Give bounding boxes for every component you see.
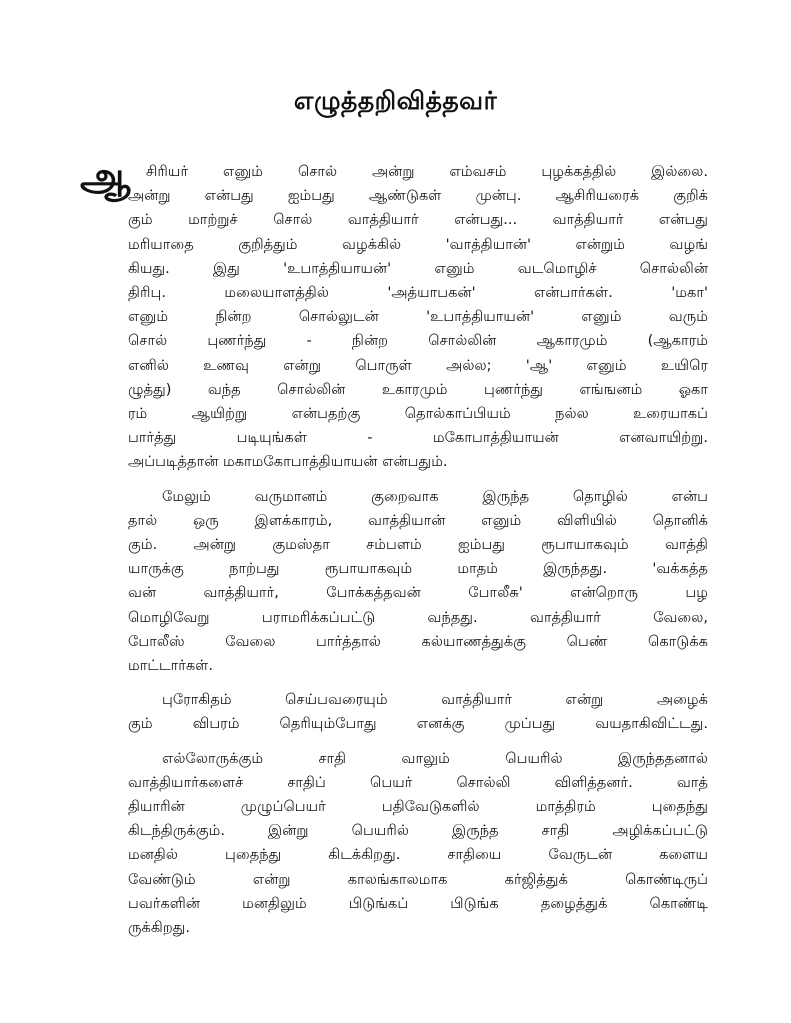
paragraph-1 <box>80 154 708 475</box>
text-line: மேலும் வருமானம் குறைவாக இருந்த தொழில் என்ப <box>162 487 708 505</box>
text-line: கும் மாற்றுச் சொல் வாத்தியார் என்பது... வாத்தியார் என்பது <box>128 211 708 229</box>
drop-cap: ஆ <box>80 154 131 200</box>
text-line: கும். அன்று குமஸ்தா சம்பளம் ஐம்பது ரூபாயாகவும் வாத்தி <box>128 536 708 554</box>
text-line: மொழிவேறு பராமரிக்கப்பட்டு வந்தது. வாத்தியார் வேலை, <box>128 608 708 626</box>
text-line: கிடந்திருக்கும். இன்று பெயரில் இருந்த சாதி அழிக்கப்பட்டு <box>128 822 708 840</box>
text-line: கும் விபரம் தெரியும்போது எனக்கு முப்பது வயதாகிவிட்டது. <box>128 715 708 733</box>
text-line: சொல் புணர்ந்து - நின்ற சொல்லின் ஆகாரமும் (ஆகாரம் <box>128 332 708 350</box>
text-line: யாருக்கு நாற்பது ரூபாயாகவும் மாதம் இருந்தது. 'வக்கத்த <box>128 560 708 578</box>
text-line: பவர்களின் மனதிலும் பிடுங்கப் பிடுங்க தழைத்துக் கொண்டி <box>128 894 708 912</box>
text-line: மரியாதை குறித்தும் வழக்கில் 'வாத்தியான்' என்றும் வழங் <box>128 235 708 253</box>
text-line: ழுத்து) வந்த சொல்லின் உகாரமும் புணர்ந்து எங்ஙனம் ஓகா <box>128 380 708 398</box>
paragraph-3 <box>128 688 708 736</box>
text-line: மனதில் புதைந்து கிடக்கிறது. சாதியை வேருடன் களைய <box>128 846 708 864</box>
text-line: ருக்கிறது. <box>128 919 191 937</box>
chapter-title: எழுத்தறிவித்தவர் <box>293 86 498 115</box>
text-line: எனில் உணவு என்று பொருள் அல்ல; 'ஆ' எனும் உயிரெ <box>128 356 708 374</box>
text-line: புரோகிதம் செய்பவரையும் வாத்தியார் என்று அழைக் <box>162 691 708 709</box>
text-line: கியது. இது 'உபாத்தியாயன்' எனும் வடமொழிச் சொல்லின் <box>128 259 708 277</box>
text-line: வன் வாத்தியார், போக்கத்தவன் போலீசு' என்றொரு பழ <box>128 584 708 602</box>
paragraph-4 <box>128 747 708 941</box>
text-line: அப்படித்தான் மகாமகோபாத்தியாயன் என்பதும். <box>128 453 448 471</box>
text-line: தியாரின் முழுப்பெயர் பதிவேடுகளில் மாத்திரம் புதைந்து <box>128 798 708 816</box>
text-line: வாத்தியார்களைச் சாதிப் பெயர் சொல்லி விளித்தனர். வாத் <box>128 773 708 791</box>
text-line: தால் ஒரு இளக்காரம், வாத்தியான் எனும் விளியில் தொனிக் <box>128 511 708 529</box>
text-line: திரிபு. மலையாளத்தில் 'அத்யாபகன்' என்பார்கள். 'மகா' <box>128 284 708 302</box>
text-line: பார்த்து படியுங்கள் - மகோபாத்தியாயன் எனவாயிற்று. <box>128 429 708 447</box>
chapter-body <box>80 154 708 950</box>
paragraph-2 <box>128 485 708 679</box>
text-line: எல்லோருக்கும் சாதி வாலும் பெயரில் இருந்ததனால் <box>162 749 708 767</box>
text-line: எனும் நின்ற சொல்லுடன் 'உபாத்தியாயன்' எனும் வரும் <box>128 308 708 326</box>
text-line: சிரியர் எனும் சொல் அன்று எம்வசம் புழக்கத்தில் இல்லை. <box>146 163 708 180</box>
text-line: அன்று என்பது ஐம்பது ஆண்டுகள் முன்பு. ஆசிரியரைக் குறிக் <box>128 187 708 205</box>
text-line: மாட்டார்கள். <box>128 657 213 675</box>
text-line: போலீஸ் வேலை பார்த்தால் கல்யாணத்துக்கு பெண் கொடுக்க <box>128 632 708 650</box>
text-line: வேண்டும் என்று காலங்காலமாக கர்ஜித்துக் கொண்டிருப் <box>128 870 708 888</box>
text-line: ரம் ஆயிற்று என்பதற்கு தொல்காப்பியம் நல்ல உரையாகப் <box>128 405 708 423</box>
